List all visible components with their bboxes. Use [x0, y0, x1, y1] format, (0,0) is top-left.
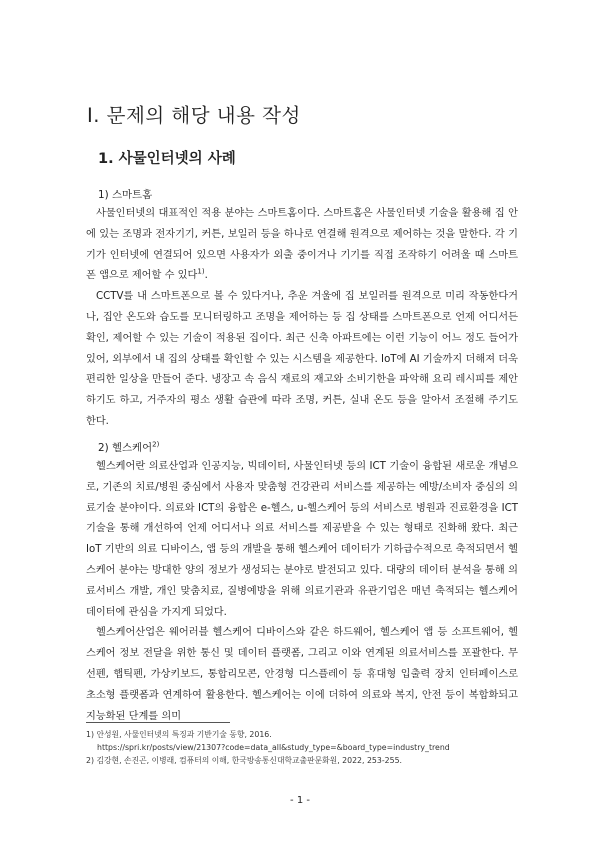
- footnote-ref[interactable]: 2): [152, 440, 160, 449]
- footnote-divider: [86, 722, 230, 723]
- paragraph: CCTV를 내 스마트폰으로 볼 수 있다거나, 추운 겨울에 집 보일러를 원격으로 미리 작동한다거나, 집안 온도와 습도를 모니터링하고 조명을 제어하는 등 집 상태를 스마트폰으로 언제 어디서든 확인, 제어할 수 있는 기술이 적용된 집이다. 최근 신축 아파트에는 이런 기능이 어느 정도 들어가 있어, 외부에서 내 집의 상태를 확인할 수 있는 시스템을 제공한다. IoT에 AI 기술까지 더해져 더욱 편리한 일상을 만들어 준다. 냉장고 속 음식 재료의 재고와 소비기한을 파악해 요리 레시피를 제안하기도 하고, 거주자의 평소 생활 습관에 따라 조명, 커튼, 실내 온도 등을 알아서 조절해 주기도 한다.: [86, 291, 518, 427]
- section-title-healthcare: [98, 439, 159, 454]
- footnote-1: [86, 728, 526, 754]
- paragraph-text: 사물인터넷의 대표적인 적용 분야는 스마트홈이다. 스마트홈은 사물인터넷 기술을 활용해 집 안에 있는 조명과 전자기기, 커튼, 보일러 등을 하나로 연결해 원격으로 제어하는 것을 말한다. 각 기기가 인터넷에 연결되어 있으면 사용자가 외출 중이거나 기기를 직접 조작하기 어려울 때 스마트폰 앱으로 제어할 수 있다: [86, 208, 518, 282]
- footnote-1-url[interactable]: https://spri.kr/posts/view/21307?code=data_all&study_type=&board_type=industry_trend: [97, 743, 450, 752]
- section-title-smarthome: [98, 186, 152, 201]
- paragraph-end: .: [204, 270, 208, 282]
- paragraph: [86, 204, 518, 287]
- footnote-2: 2) 김강현, 손진곤, 이병래, 컴퓨터의 이해, 한국방송통신대학교출판문화원, 2022, 253-255.: [86, 756, 403, 765]
- smarthome-body: [86, 204, 518, 433]
- section-title-text: 1) 스마트홈: [98, 189, 153, 201]
- paragraph: 헬스케어산업은 웨어러블 헬스케어 디바이스와 같은 하드웨어, 헬스케어 앱 등 소프트웨어, 헬스케어 정보 전달을 위한 통신 및 데이터 플랫폼, 그리고 이와 연계된 의료서비스를 포괄한다. 무선펜, 햅틱펜, 가상키보드, 통합리모콘, 안경형 디스플레이 등 휴대형 입출력 장치 인터페이스로 초소형 플랫폼과 연계하여 활용한다. 헬스케어는 이에 더하여 의료와 복지, 안전 등이 복합화되고 지능화된 단계를 의미: [86, 627, 518, 722]
- page-number: - 1 -: [290, 795, 310, 806]
- footnote-1-citation: 1) 안성원, 사물인터넷의 특징과 기반기술 동향, 2016.: [86, 730, 272, 739]
- paragraph: 헬스케어란 의료산업과 인공지능, 빅데이터, 사물인터넷 등의 ICT 기술이 융합된 새로운 개념으로, 기존의 치료/병원 중심에서 사용자 맞춤형 건강관리 서비스를 제공하는 예방/소비자 중심의 의료기술 분야이다. 의료와 ICT의 융합은 e-헬스, u-헬스케어 등의 서비스로 병원과 진료환경을 ICT 기술을 통해 개선하여 언제 어디서나 의료 서비스를 제공받을 수 있는 형태로 진화해 왔다. 최근 IoT 기반의 의료 디바이스, 앱 등의 개발을 통해 헬스케어 데이터가 기하급수적으로 축적되면서 헬스케어 분야는 방대한 양의 정보가 생성되는 분야로 발전되고 있다. 대량의 데이터 분석을 통해 의료서비스 개발, 개인 맞춤치료, 질병예방을 위해 의료기관과 유관기업은 매년 축적되는 헬스케어 데이터에 관심을 가지게 되었다.: [86, 461, 518, 618]
- section-title-text: 2) 헬스케어: [98, 442, 153, 454]
- healthcare-body: [86, 457, 518, 727]
- heading-level-2: 1. 사물인터넷의 사례: [98, 151, 236, 167]
- heading-level-1: I. 문제의 해당 내용 작성: [87, 104, 301, 127]
- footnote-ref[interactable]: 1): [197, 268, 205, 276]
